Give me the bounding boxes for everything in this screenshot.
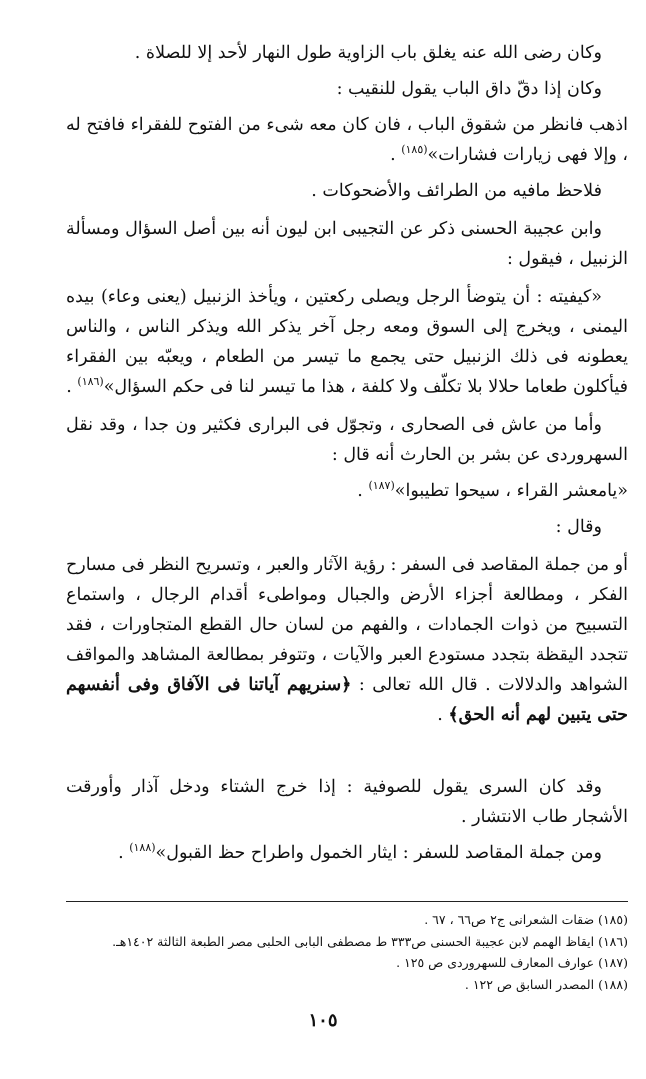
paragraph: وكان إذا دقّ داق الباب يقول للنقيب : xyxy=(336,79,602,99)
footnote-ref: (١٨٦) xyxy=(77,375,104,389)
paragraph: اذهب فانظر من شقوق الباب ، فان كان معه شىء من الفتوح للفقراء فافتح له ، وإلا فهى زيارات فشارات»$^{(١٨٥)}$ . xyxy=(66,115,628,165)
paragraph: «يامعشر القراء ، سيحوا تطيبوا»$^{(١٨٧)}$ . xyxy=(357,479,628,501)
footnote: (١٨٥) ضقات الشعرانى ج٢ ص٦٦ ، ٦٧ . xyxy=(424,912,628,927)
footnote: (١٨٨) المصدر السابق ص ١٢٢ . xyxy=(464,976,628,992)
paragraph: وكان رضى الله عنه يغلق باب الزاوية طول النهار لأحد إلا للصلاة . xyxy=(134,43,602,63)
paragraph: وقد كان السرى يقول للصوفية : إذا خرج الشتاء ودخل آذار وأورقت الأشجار طاب الانتشار . xyxy=(66,777,628,827)
page-body xyxy=(66,38,628,874)
page-number: ١٠٥ xyxy=(308,1010,338,1031)
footnote: (١٨٧) عوارف المعارف للسهروردى ص ١٢٥ . xyxy=(396,955,628,970)
footnote-ref: (١٨٧) xyxy=(368,479,395,493)
footnote: (١٨٦) ايقاظ الهمم لابن عجيبة الحسنى ص٣٣٣ ط مصطفى البابى الحلبى مصر الطبعة الثالثة ١٤٠٢هـ. xyxy=(112,933,628,949)
footnote-ref: (١٨٨) xyxy=(129,841,156,855)
paragraph: وقال : xyxy=(555,517,602,537)
paragraph: أو من جملة المقاصد فى السفر : رؤية الآثار والعبر ، وتسريح النظر فى مسارح الفكر ، ومطالعة أجزاء الأرض والجبال ومواطىء أقدام الرجال ، واستماع التسبيح من ذوات الجمادات ، والفهم من لسان حال القطع المتجاورات ، فقد تتجدد اليقظة بتجدد مستودع العبر والآيات ، وتتوفر بمطالعة المشاهد والمواقف الشواهد والدلالات . قال الله تعالى : ﴿سنريهم آياتنا فى الآفاق وفى أنفسهم حتى يتبين لهم أنه الحق﴾ . xyxy=(66,555,628,725)
paragraph: «كيفيته : أن يتوضأ الرجل ويصلى ركعتين ، ويأخذ الزنبيل (يعنى وعاء) بيده اليمنى ، ويخرج إلى السوق ومعه رجل آخر يذكر الله ويذكر الناس ، والناس يعطونه فى ذلك الزنبيل حتى يجمع ما تيسر من الطعام ، ويعبّه بين الفقراء فيأكلون طعاما حلالا بلا تكلّف ولا كلفة ، هذا ما تيسر لنا فى حكم السؤال»$^{(١٨٦)}$ . xyxy=(66,287,628,397)
paragraph: وأما من عاش فى الصحارى ، وتجوّل فى البرارى فكثير ون جدا ، وقد نقل السهروردى عن بشر بن الحارث أنه قال : xyxy=(66,415,628,465)
quran-verse: ﴿سنريهم آياتنا فى الآفاق وفى أنفسهم حتى يتبين لهم أنه الحق﴾ xyxy=(66,675,628,725)
paragraph: وابن عجيبة الحسنى ذكر عن التجيبى ابن ليون أنه بين أصل السؤال ومسألة الزنبيل ، فيقول : xyxy=(66,219,628,269)
paragraph: فلاحظ مافيه من الطرائف والأضحوكات . xyxy=(311,181,602,201)
paragraph: ومن جملة المقاصد للسفر : ايثار الخمول واطراح حظ القبول»$^{(١٨٨)}$ . xyxy=(118,841,602,863)
footnote-divider xyxy=(66,901,628,902)
footnote-ref: (١٨٥) xyxy=(401,143,428,157)
footnotes xyxy=(66,909,628,995)
